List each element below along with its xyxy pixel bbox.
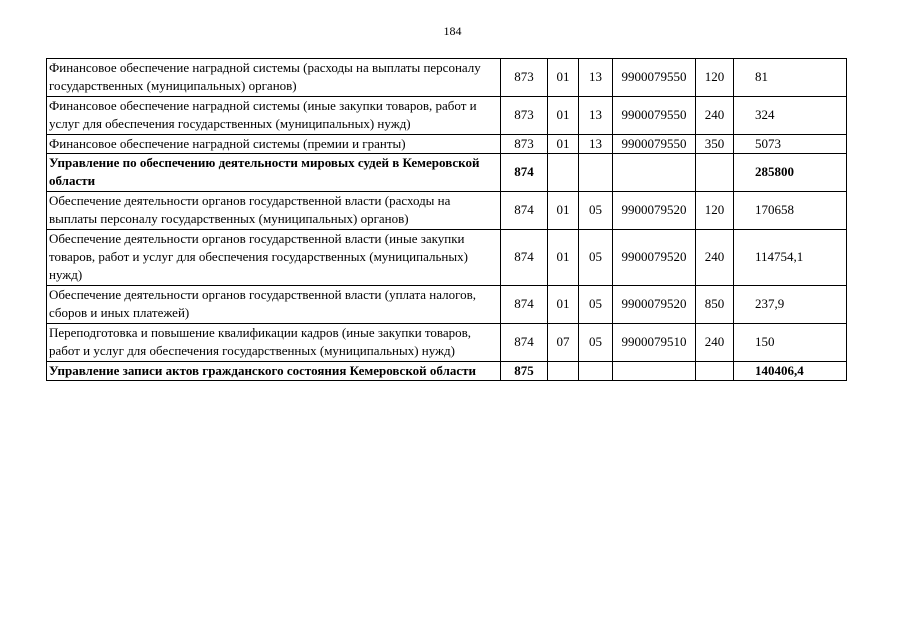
org-code-cell: 873 (501, 96, 548, 134)
table-row (47, 59, 847, 97)
amount-cell: 150 (734, 323, 847, 361)
expense-name-cell: Обеспечение деятельности органов государственной власти (расходы на выплаты персоналу государственных (муниципальных) органов) (47, 191, 501, 229)
section-code-cell: 01 (548, 134, 579, 153)
target-article-cell: 9900079550 (613, 59, 696, 97)
org-code-cell: 875 (501, 361, 548, 380)
amount-cell: 5073 (734, 134, 847, 153)
subsection-code-cell (579, 361, 613, 380)
expense-name-cell: Финансовое обеспечение наградной системы (премии и гранты) (47, 134, 501, 153)
org-code-cell: 874 (501, 154, 548, 192)
table-row-organization (47, 361, 847, 380)
expense-type-cell: 240 (696, 96, 734, 134)
budget-table (46, 58, 847, 381)
amount-cell: 237,9 (734, 285, 847, 323)
table-row (47, 96, 847, 134)
expense-type-cell: 240 (696, 323, 734, 361)
target-article-cell: 9900079520 (613, 191, 696, 229)
org-code-cell: 873 (501, 134, 548, 153)
target-article-cell (613, 154, 696, 192)
section-code-cell: 07 (548, 323, 579, 361)
subsection-code-cell: 05 (579, 229, 613, 285)
expense-type-cell (696, 361, 734, 380)
section-code-cell (548, 361, 579, 380)
expense-name-cell: Обеспечение деятельности органов государственной власти (иные закупки товаров, работ и услуг для обеспечения государственных (муниципальных) нужд) (47, 229, 501, 285)
expense-type-cell: 120 (696, 59, 734, 97)
section-code-cell: 01 (548, 191, 579, 229)
table-row (47, 285, 847, 323)
section-code-cell: 01 (548, 229, 579, 285)
subsection-code-cell: 13 (579, 96, 613, 134)
org-code-cell: 874 (501, 229, 548, 285)
section-code-cell: 01 (548, 96, 579, 134)
expense-name-cell: Финансовое обеспечение наградной системы (расходы на выплаты персоналу государственных (муниципальных) органов) (47, 59, 501, 97)
subsection-code-cell: 05 (579, 191, 613, 229)
expense-name-cell: Управление по обеспечению деятельности мировых судей в Кемеровской области (47, 154, 501, 192)
page-number: 184 (443, 24, 462, 38)
expense-type-cell: 240 (696, 229, 734, 285)
table-row (47, 134, 847, 153)
budget-table-body (47, 59, 847, 381)
table-row (47, 229, 847, 285)
expense-name-cell: Переподготовка и повышение квалификации кадров (иные закупки товаров, работ и услуг для обеспечения государственных (муниципальных) нужд) (47, 323, 501, 361)
amount-cell: 170658 (734, 191, 847, 229)
target-article-cell: 9900079520 (613, 285, 696, 323)
org-code-cell: 874 (501, 285, 548, 323)
org-code-cell: 874 (501, 191, 548, 229)
amount-cell: 114754,1 (734, 229, 847, 285)
org-code-cell: 873 (501, 59, 548, 97)
expense-type-cell: 350 (696, 134, 734, 153)
amount-cell: 324 (734, 96, 847, 134)
section-code-cell: 01 (548, 59, 579, 97)
amount-cell: 81 (734, 59, 847, 97)
target-article-cell: 9900079550 (613, 134, 696, 153)
target-article-cell: 9900079520 (613, 229, 696, 285)
subsection-code-cell: 13 (579, 59, 613, 97)
target-article-cell: 9900079510 (613, 323, 696, 361)
target-article-cell: 9900079550 (613, 96, 696, 134)
subsection-code-cell (579, 154, 613, 192)
org-code-cell: 874 (501, 323, 548, 361)
table-row (47, 323, 847, 361)
subsection-code-cell: 05 (579, 285, 613, 323)
amount-cell: 140406,4 (734, 361, 847, 380)
expense-name-cell: Финансовое обеспечение наградной системы (иные закупки товаров, работ и услуг для обеспечения государственных (муниципальных) нужд) (47, 96, 501, 134)
section-code-cell: 01 (548, 285, 579, 323)
table-row-organization (47, 154, 847, 192)
expense-type-cell: 120 (696, 191, 734, 229)
subsection-code-cell: 13 (579, 134, 613, 153)
expense-type-cell (696, 154, 734, 192)
expense-name-cell: Управление записи актов гражданского состояния Кемеровской области (47, 361, 501, 380)
expense-type-cell: 850 (696, 285, 734, 323)
expense-name-cell: Обеспечение деятельности органов государственной власти (уплата налогов, сборов и иных платежей) (47, 285, 501, 323)
section-code-cell (548, 154, 579, 192)
table-row (47, 191, 847, 229)
subsection-code-cell: 05 (579, 323, 613, 361)
target-article-cell (613, 361, 696, 380)
amount-cell: 285800 (734, 154, 847, 192)
